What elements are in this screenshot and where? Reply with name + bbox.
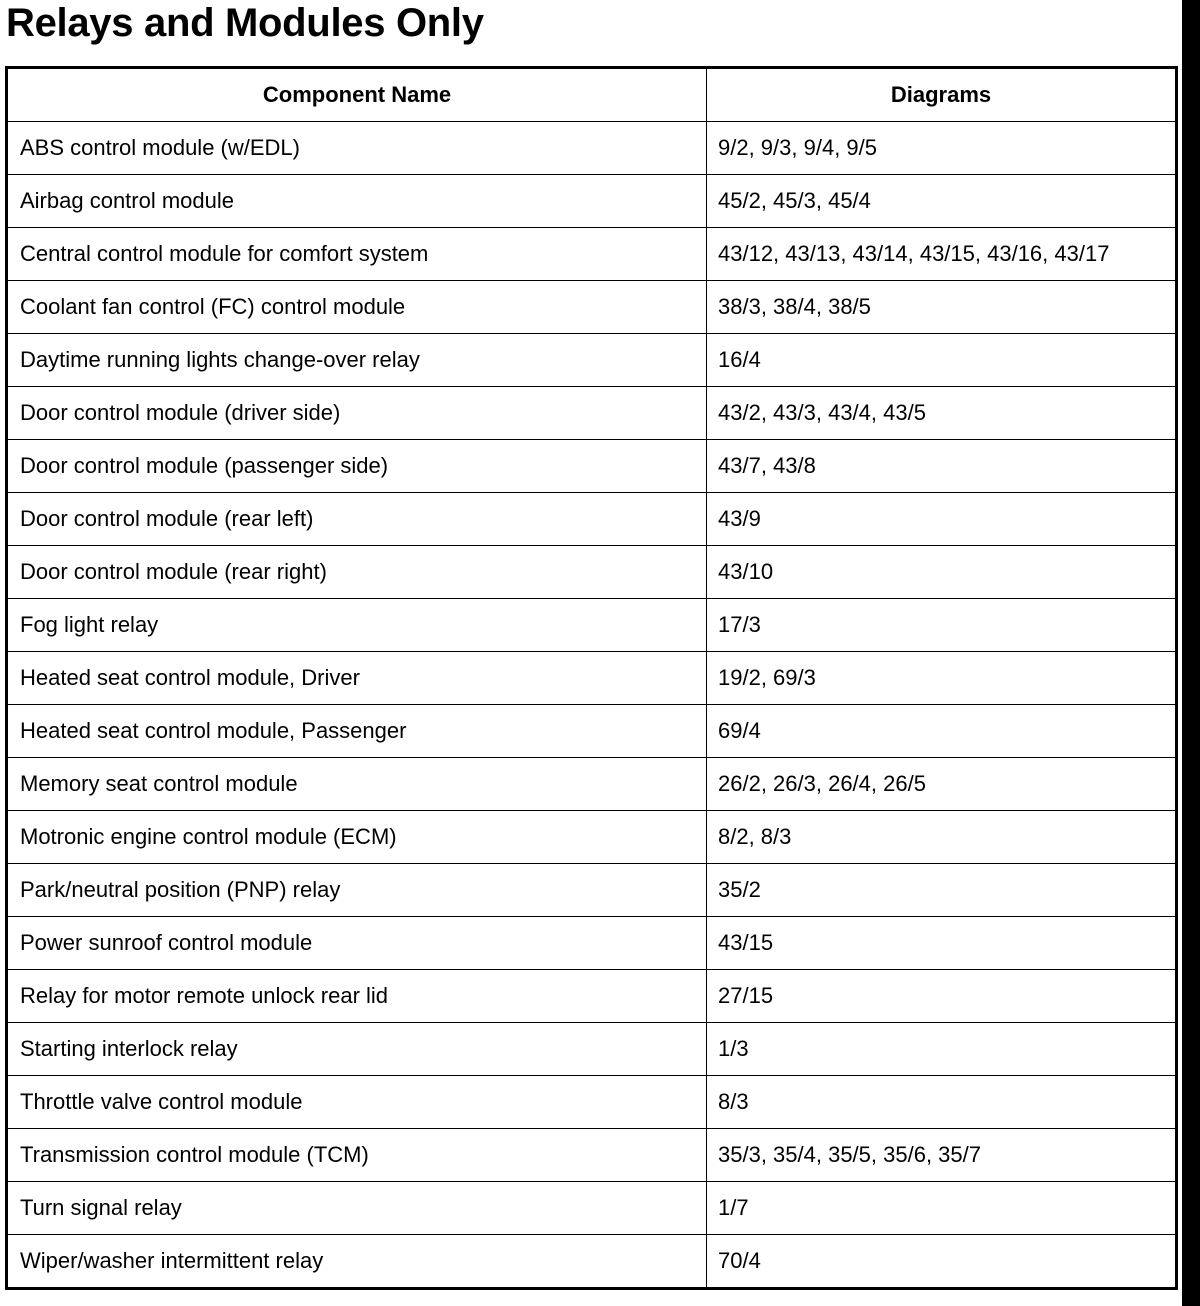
- diagrams-cell: 17/3: [707, 599, 1177, 652]
- diagrams-cell: 16/4: [707, 334, 1177, 387]
- diagrams-cell: 38/3, 38/4, 38/5: [707, 281, 1177, 334]
- table-row: [7, 1076, 1177, 1129]
- table-row: [7, 546, 1177, 599]
- component-name-cell: Daytime running lights change-over relay: [7, 334, 707, 387]
- diagrams-cell: 27/15: [707, 970, 1177, 1023]
- diagrams-cell: 70/4: [707, 1235, 1177, 1289]
- diagrams-cell: 43/2, 43/3, 43/4, 43/5: [707, 387, 1177, 440]
- table-body: [7, 122, 1177, 1289]
- table-row: [7, 334, 1177, 387]
- diagrams-cell: 35/3, 35/4, 35/5, 35/6, 35/7: [707, 1129, 1177, 1182]
- component-name-cell: Transmission control module (TCM): [7, 1129, 707, 1182]
- component-name-cell: Heated seat control module, Passenger: [7, 705, 707, 758]
- table-row: [7, 122, 1177, 175]
- component-name-cell: ABS control module (w/EDL): [7, 122, 707, 175]
- diagrams-cell: 43/7, 43/8: [707, 440, 1177, 493]
- table-row: [7, 228, 1177, 281]
- diagrams-cell: 43/15: [707, 917, 1177, 970]
- component-name-cell: Door control module (rear right): [7, 546, 707, 599]
- table-row: [7, 758, 1177, 811]
- component-name-cell: Memory seat control module: [7, 758, 707, 811]
- component-name-cell: Fog light relay: [7, 599, 707, 652]
- diagrams-cell: 35/2: [707, 864, 1177, 917]
- component-name-cell: Heated seat control module, Driver: [7, 652, 707, 705]
- table-row: [7, 1235, 1177, 1289]
- diagrams-cell: 8/3: [707, 1076, 1177, 1129]
- table-row: [7, 811, 1177, 864]
- table-row: [7, 493, 1177, 546]
- diagrams-cell: 43/12, 43/13, 43/14, 43/15, 43/16, 43/17: [707, 228, 1177, 281]
- table-row: [7, 864, 1177, 917]
- table-row: [7, 705, 1177, 758]
- component-name-cell: Motronic engine control module (ECM): [7, 811, 707, 864]
- diagrams-cell: 1/7: [707, 1182, 1177, 1235]
- table-row: [7, 917, 1177, 970]
- diagrams-cell: 43/10: [707, 546, 1177, 599]
- table-row: [7, 970, 1177, 1023]
- page-edge-bar: [1182, 0, 1200, 1306]
- component-name-cell: Central control module for comfort system: [7, 228, 707, 281]
- component-name-cell: Door control module (driver side): [7, 387, 707, 440]
- table-row: [7, 652, 1177, 705]
- table-row: [7, 281, 1177, 334]
- diagrams-cell: 26/2, 26/3, 26/4, 26/5: [707, 758, 1177, 811]
- table-row: [7, 387, 1177, 440]
- component-name-cell: Door control module (rear left): [7, 493, 707, 546]
- relays-modules-table: [5, 66, 1178, 1290]
- diagrams-cell: 45/2, 45/3, 45/4: [707, 175, 1177, 228]
- diagrams-cell: 69/4: [707, 705, 1177, 758]
- component-name-cell: Park/neutral position (PNP) relay: [7, 864, 707, 917]
- table-row: [7, 440, 1177, 493]
- column-header-component-name: Component Name: [7, 68, 707, 122]
- component-name-cell: Airbag control module: [7, 175, 707, 228]
- component-name-cell: Starting interlock relay: [7, 1023, 707, 1076]
- diagrams-cell: 1/3: [707, 1023, 1177, 1076]
- table-row: [7, 1023, 1177, 1076]
- component-name-cell: Coolant fan control (FC) control module: [7, 281, 707, 334]
- diagrams-cell: 43/9: [707, 493, 1177, 546]
- page-title: Relays and Modules Only: [6, 1, 484, 45]
- component-name-cell: Relay for motor remote unlock rear lid: [7, 970, 707, 1023]
- component-name-cell: Throttle valve control module: [7, 1076, 707, 1129]
- diagrams-cell: 9/2, 9/3, 9/4, 9/5: [707, 122, 1177, 175]
- table-row: [7, 1182, 1177, 1235]
- table-header-row: [7, 68, 1177, 122]
- component-name-cell: Door control module (passenger side): [7, 440, 707, 493]
- component-name-cell: Turn signal relay: [7, 1182, 707, 1235]
- column-header-diagrams: Diagrams: [707, 68, 1177, 122]
- component-name-cell: Power sunroof control module: [7, 917, 707, 970]
- table-row: [7, 599, 1177, 652]
- diagrams-cell: 8/2, 8/3: [707, 811, 1177, 864]
- component-name-cell: Wiper/washer intermittent relay: [7, 1235, 707, 1289]
- table-row: [7, 175, 1177, 228]
- relays-modules-table-container: [5, 66, 1178, 1290]
- diagrams-cell: 19/2, 69/3: [707, 652, 1177, 705]
- table-row: [7, 1129, 1177, 1182]
